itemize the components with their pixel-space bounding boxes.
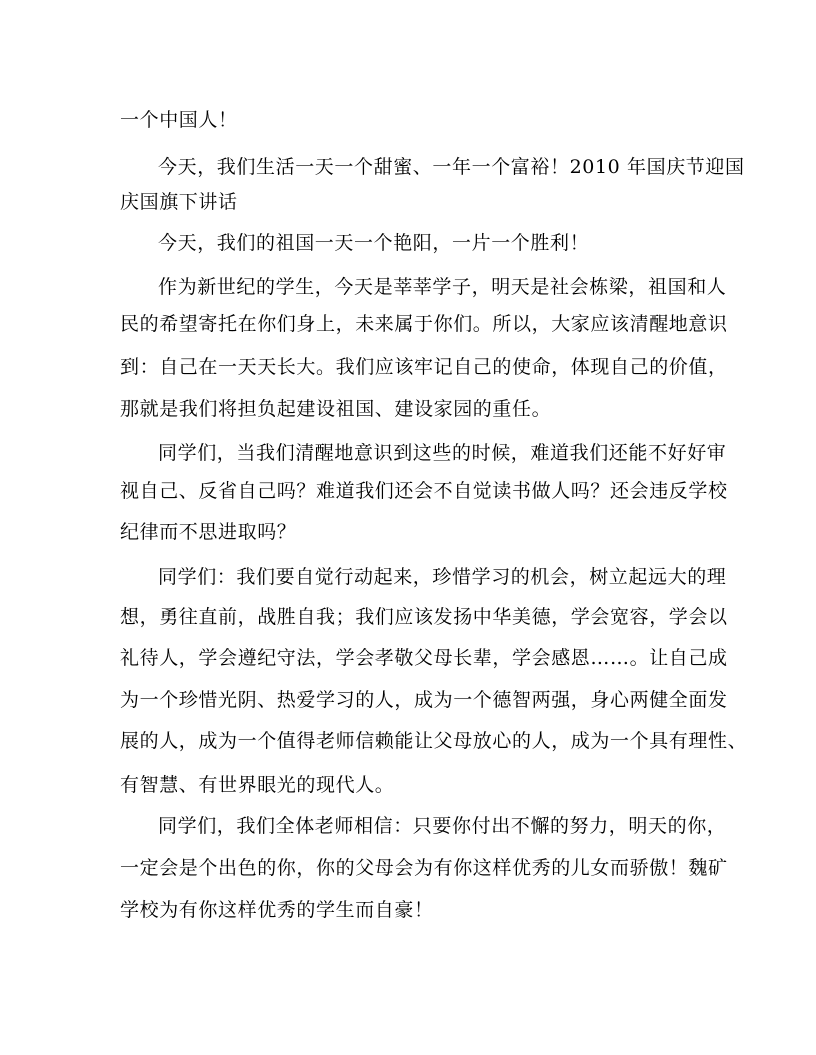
text-line: 到：自己在一天天长大。我们应该牢记自己的使命，体现自己的价值，	[120, 356, 728, 378]
paragraph-start-line: 同学们，我们全体老师相信：只要你付出不懈的努力，明天的你，	[158, 815, 727, 837]
text-line: 一定会是个出色的你，你的父母会为有你这样优秀的儿女而骄傲！魏矿	[120, 857, 728, 879]
paragraph-start-line: 今天，我们的祖国一天一个艳阳，一片一个胜利！	[158, 232, 590, 254]
text-line: 纪律而不思进取吗？	[120, 521, 297, 543]
text-line: 学校为有你这样优秀的学生而自豪！	[120, 899, 434, 921]
text-line: 礼待人，学会遵纪守法，学会孝敬父母长辈，学会感恩……。让自己成	[120, 647, 728, 669]
text-line: 民的希望寄托在你们身上，未来属于你们。所以，大家应该清醒地意识	[120, 313, 728, 335]
paragraph-start-line: 同学们，当我们清醒地意识到这些的时候，难道我们还能不好好审	[158, 442, 727, 464]
paragraph-start-line: 同学们：我们要自觉行动起来，珍惜学习的机会，树立起远大的理	[158, 566, 727, 588]
text-line: 视自己、反省自己吗？难道我们还会不自觉读书做人吗？还会违反学校	[120, 480, 728, 502]
paragraph-start-line: 作为新世纪的学生，今天是莘莘学子，明天是社会栋梁，祖国和人	[158, 276, 727, 298]
text-line: 有智慧、有世界眼光的现代人。	[120, 774, 395, 796]
text-line: 那就是我们将担负起建设祖国、建设家园的重任。	[120, 398, 552, 420]
text-line: 展的人，成为一个值得老师信赖能让父母放心的人，成为一个具有理性、	[120, 730, 748, 752]
paragraph-start-line: 今天，我们生活一天一个甜蜜、一年一个富裕！2010 年国庆节迎国	[158, 156, 745, 178]
text-line: 庆国旗下讲话	[120, 191, 238, 213]
text-line: 想，勇往直前，战胜自我；我们应该发扬中华美德，学会宽容，学会以	[120, 606, 728, 628]
text-line: 一个中国人！	[120, 109, 238, 131]
text-line: 为一个珍惜光阴、热爱学习的人，成为一个德智两强，身心两健全面发	[120, 689, 728, 711]
